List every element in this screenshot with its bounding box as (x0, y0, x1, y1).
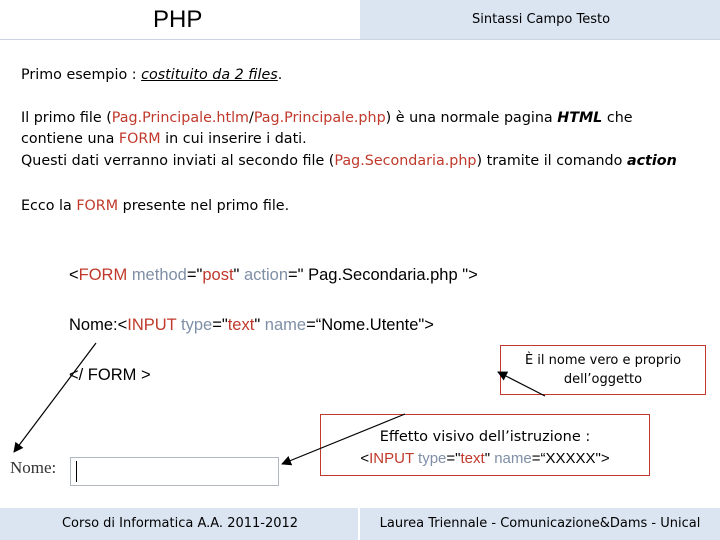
arrow-callout-to-input (282, 414, 405, 464)
para1-line3: Questi dati verranno inviati al secondo file (Pag.Secondaria.php) tramite il comando action (21, 153, 677, 169)
header-title: PHP (153, 6, 203, 33)
para1-line1: Il primo file (Pag.Principale.htlm/Pag.Principale.php) è una normale pagina HTML che (21, 110, 633, 126)
footer-course: Corso di Informatica A.A. 2011-2012 (0, 508, 360, 540)
footer-degree: Laurea Triennale - Comunicazione&Dams - Unical (360, 508, 720, 540)
para2-line: Ecco la FORM presente nel primo file. (21, 198, 290, 214)
code-line-form-open: <FORM method="post" action=" Pag.Secondaria.php "> (69, 266, 478, 284)
code-line-form-close: </ FORM > (69, 366, 151, 384)
arrow-callout-to-name (498, 372, 545, 396)
intro-line: Primo esempio : costituito da 2 files. (21, 67, 283, 83)
callout2-line1: Effetto visivo dell’istruzione : (379, 429, 591, 445)
para1-line2: contiene una FORM in cui inserire i dati. (21, 131, 307, 147)
code-line-input: Nome:<INPUT type="text" name=“Nome.Utente"> (69, 316, 434, 334)
slide-title: Sintassi Campo Testo (472, 12, 611, 27)
callout2-line2: <INPUT type="text" name=“XXXXX"> (360, 450, 610, 467)
callout1-line2: dell’oggetto (563, 372, 643, 387)
callout1-line1: È il nome vero e proprio (524, 353, 682, 368)
arrow-form-to-rendered (14, 343, 96, 452)
rendered-nome-label: Nome: (10, 458, 57, 477)
